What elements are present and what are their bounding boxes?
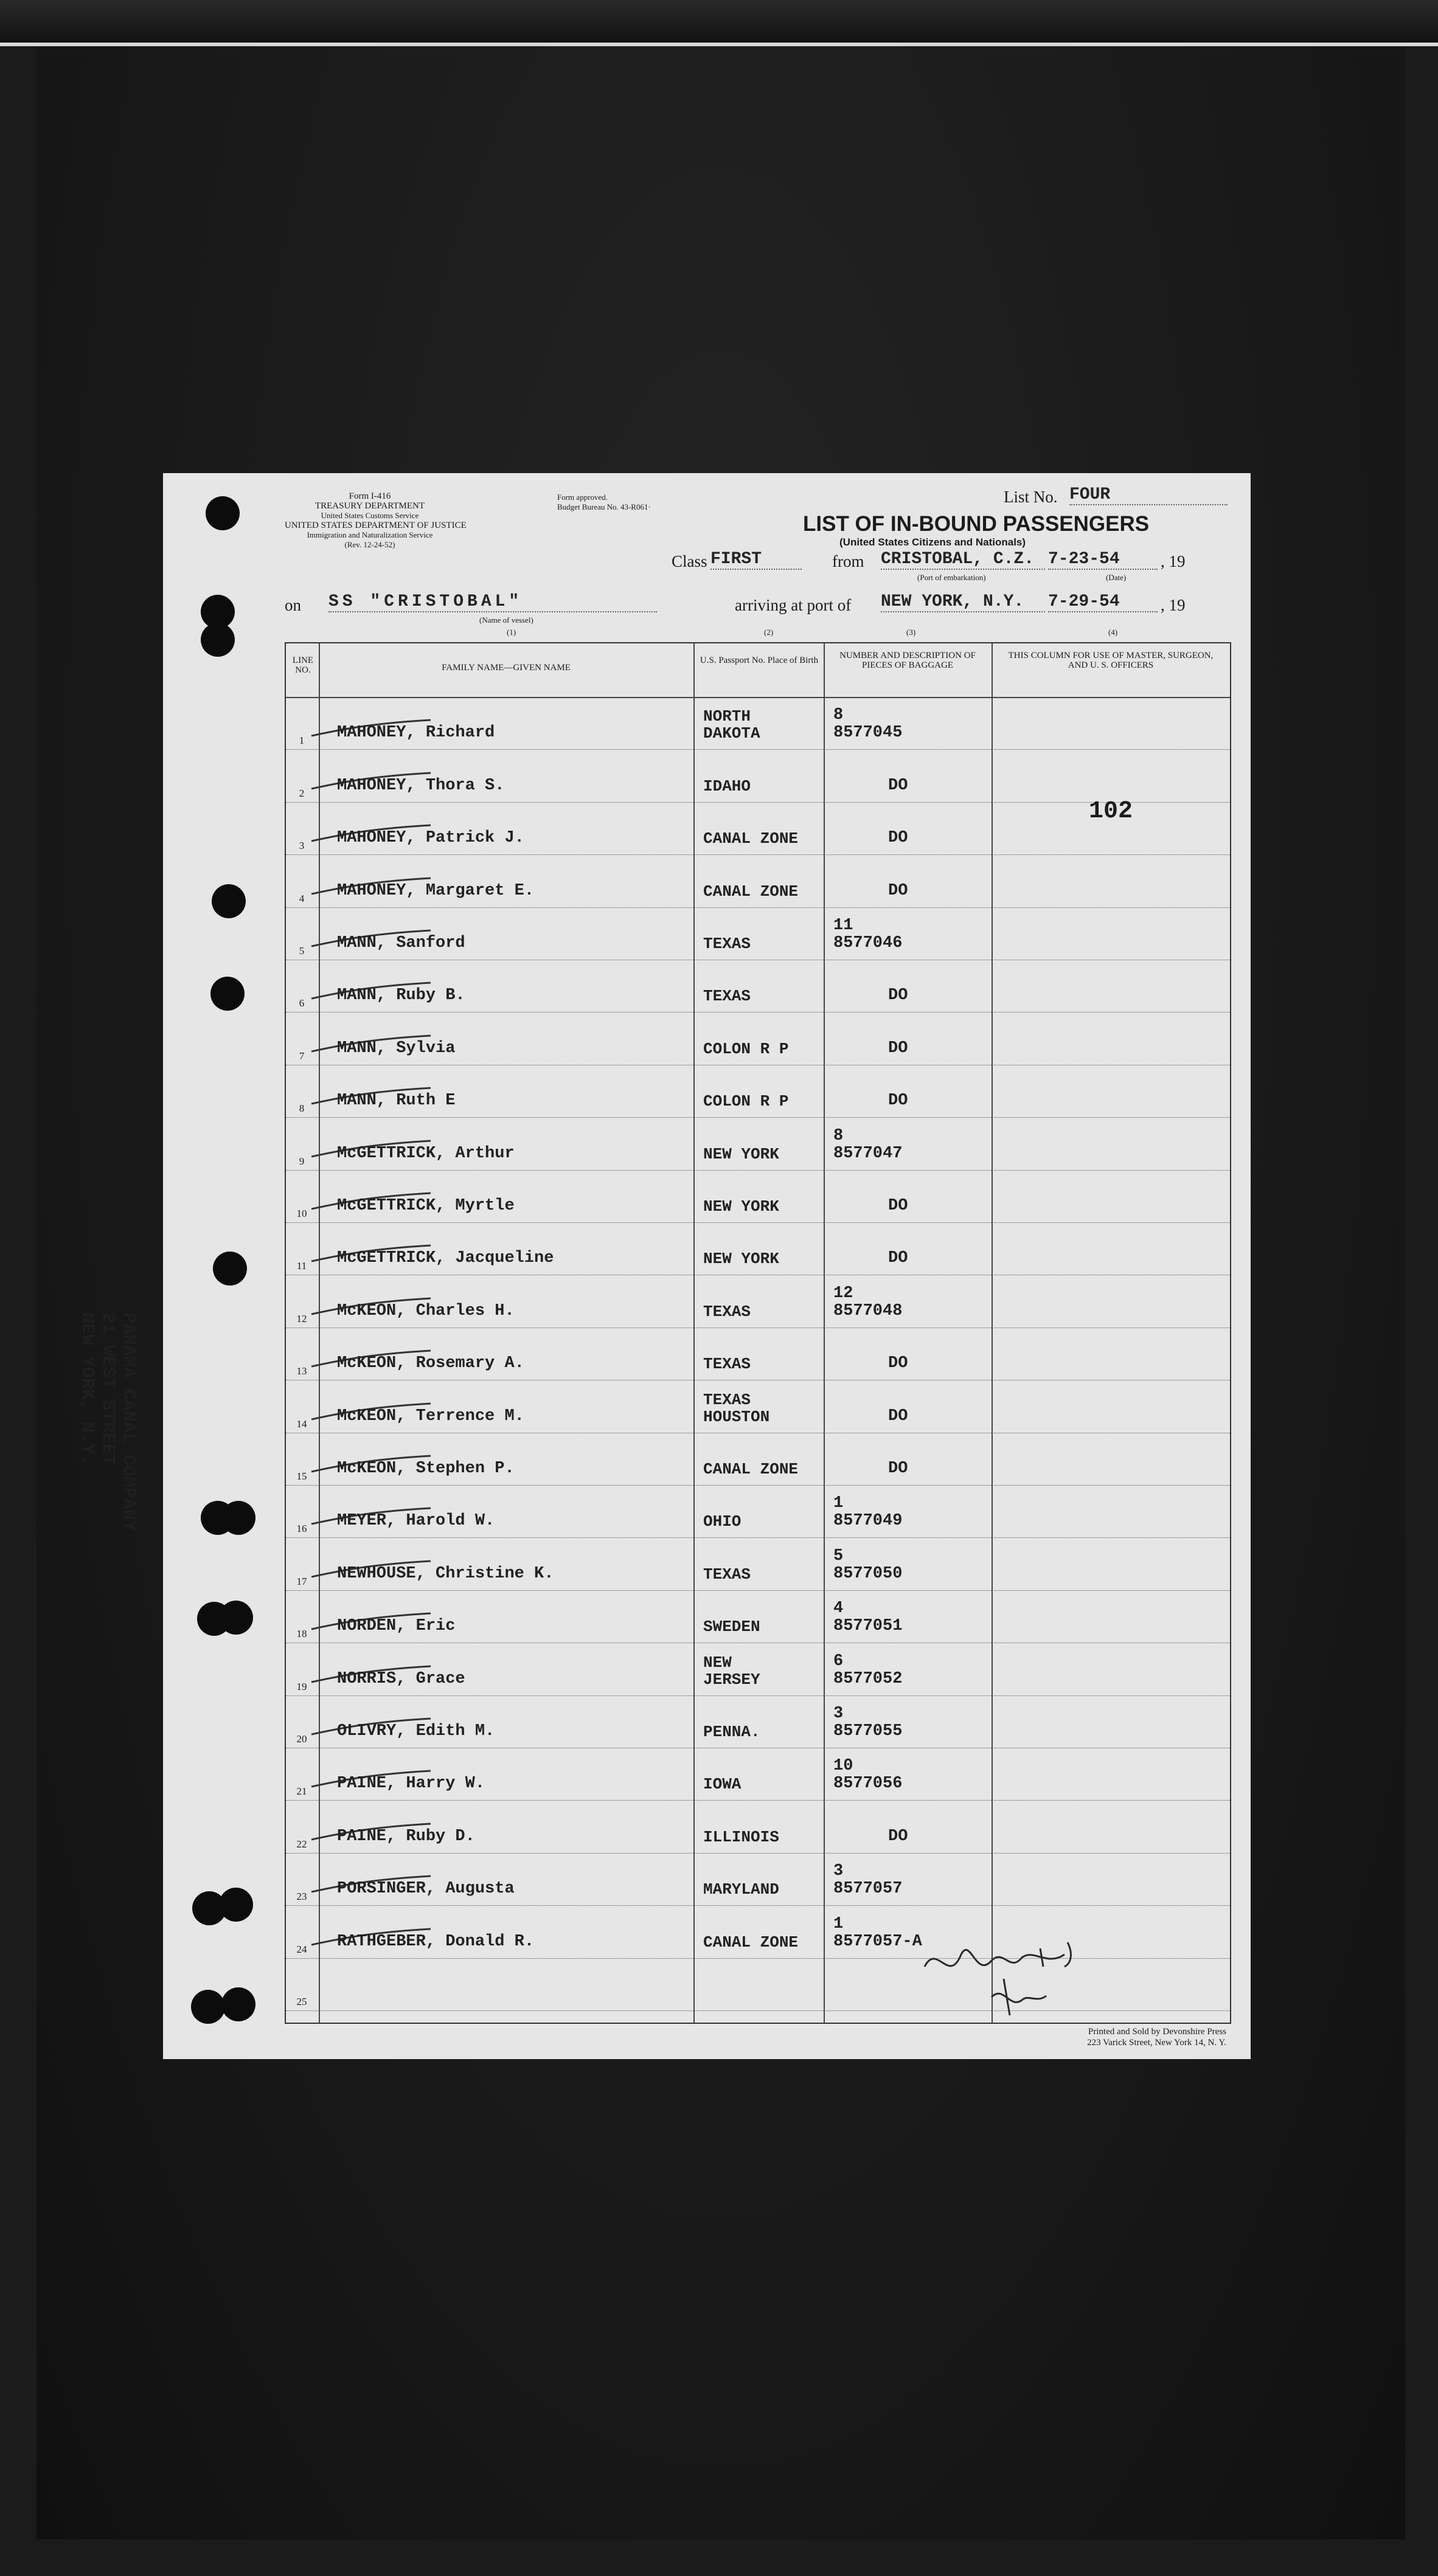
form-number: Form I-416	[349, 491, 391, 501]
line-number: 10	[296, 1207, 307, 1219]
passenger-name: McKEON, Rosemary A.	[337, 1354, 524, 1373]
table-row	[286, 1433, 1230, 1486]
arriving-label: arriving at port of	[735, 596, 852, 614]
passenger-name: NORDEN, Eric	[337, 1617, 456, 1636]
baggage-description: DO	[888, 1354, 908, 1373]
place-of-birth: SWEDEN	[703, 1618, 760, 1636]
passenger-name: OLIVRY, Edith M.	[337, 1722, 495, 1740]
passenger-name: MANN, Ruth E	[337, 1092, 456, 1110]
table-row	[286, 1328, 1230, 1380]
place-of-birth: NORTH DAKOTA	[703, 707, 760, 743]
line-number: 24	[296, 1943, 307, 1955]
place-of-birth: ILLINOIS	[703, 1827, 779, 1846]
place-of-birth: OHIO	[703, 1512, 742, 1531]
table-row	[286, 854, 1230, 907]
table-row	[286, 749, 1230, 802]
line-number: 11	[296, 1260, 307, 1272]
baggage-description: 10 8577056	[833, 1757, 903, 1793]
header-baggage: NUMBER AND DESCRIPTION OF PIECES OF BAGGAGE	[839, 651, 976, 670]
passenger-name: McGETTRICK, Myrtle	[337, 1196, 515, 1215]
line-number: 18	[296, 1628, 307, 1640]
header-officers: THIS COLUMN FOR USE OF MASTER, SURGEON, AND U. S. OFFICERS	[1008, 651, 1214, 670]
arrival-port: NEW YORK, N.Y.	[881, 592, 1045, 612]
baggage-description: DO	[888, 1827, 908, 1846]
table-row	[286, 1170, 1230, 1223]
col-num-2: (2)	[764, 628, 774, 637]
passenger-name: MAHONEY, Richard	[337, 724, 495, 743]
table-row	[286, 1800, 1230, 1853]
customs-service: United States Customs Service	[321, 511, 419, 520]
passenger-table	[285, 642, 1231, 2024]
passenger-name: PAINE, Harry W.	[337, 1774, 485, 1793]
baggage-description: DO	[888, 1459, 908, 1478]
table-row	[286, 1853, 1230, 1906]
from-label: from	[832, 552, 864, 570]
baggage-description: DO	[888, 776, 908, 795]
passenger-name: MAHONEY, Thora S.	[337, 776, 505, 795]
table-row	[286, 907, 1230, 960]
table-row	[286, 1590, 1230, 1643]
baggage-description: 3 8577057	[833, 1862, 903, 1899]
binder-hole	[212, 884, 246, 918]
treasury-dept: TREASURY DEPARTMENT	[314, 501, 425, 511]
baggage-description: DO	[888, 1407, 908, 1425]
baggage-description: 1 8577057-A	[833, 1914, 922, 1951]
table-row	[286, 1117, 1230, 1170]
page-subtitle: (United States Citizens and Nationals)	[839, 536, 1026, 548]
year-suffix-2: , 19	[1161, 596, 1186, 614]
place-of-birth: TEXAS	[703, 987, 751, 1006]
line-number: 4	[299, 892, 305, 904]
budget-bureau: Budget Bureau No. 43-R061·	[557, 502, 651, 511]
budget-block	[557, 493, 651, 512]
passenger-name: MANN, Sanford	[337, 933, 465, 952]
from-date: 7-23-54	[1048, 550, 1158, 570]
binder-hole	[213, 1252, 247, 1286]
passenger-name: RATHGEBER, Donald R.	[337, 1932, 535, 1951]
passenger-name: MANN, Sylvia	[337, 1039, 456, 1058]
baggage-description: 4 8577051	[833, 1599, 903, 1636]
passenger-name: McGETTRICK, Arthur	[337, 1144, 515, 1163]
line-number: 15	[296, 1470, 307, 1482]
officer-note: 102	[1089, 798, 1133, 825]
revision-date: (Rev. 12-24-52)	[344, 540, 395, 549]
baggage-description: DO	[888, 986, 908, 1005]
line-number: 16	[296, 1523, 307, 1535]
baggage-description: 5 8577050	[833, 1546, 903, 1583]
passenger-name: NORRIS, Grace	[337, 1669, 465, 1688]
table-row	[286, 1695, 1230, 1748]
place-of-birth: COLON R P	[703, 1039, 789, 1058]
table-row	[286, 1380, 1230, 1433]
table-row	[286, 1485, 1230, 1538]
port-embark-caption: (Port of embarkation)	[917, 573, 986, 582]
binder-hole	[191, 1990, 225, 2024]
place-of-birth: TEXAS HOUSTON	[703, 1390, 770, 1426]
place-of-birth: CANAL ZONE	[703, 1459, 799, 1478]
binder-hole	[219, 1888, 253, 1922]
place-of-birth: TEXAS	[703, 1302, 751, 1321]
baggage-description: 12 8577048	[833, 1284, 903, 1320]
page-title: LIST OF IN-BOUND PASSENGERS	[803, 512, 1150, 536]
line-number: 9	[299, 1155, 305, 1167]
scanner-edge	[0, 0, 1438, 46]
line-number: 14	[296, 1418, 307, 1430]
passenger-name: McKEON, Stephen P.	[337, 1459, 515, 1478]
line-number: 1	[299, 735, 305, 747]
baggage-description: DO	[888, 1039, 908, 1058]
table-row	[286, 1643, 1230, 1695]
class-label: Class	[672, 552, 707, 570]
binder-hole	[219, 1601, 253, 1635]
col-num-3: (3)	[906, 628, 916, 637]
place-of-birth: CANAL ZONE	[703, 1933, 799, 1951]
place-of-birth: CANAL ZONE	[703, 882, 799, 901]
passenger-name: McKEON, Terrence M.	[337, 1407, 524, 1425]
list-no-value: FOUR	[1069, 485, 1228, 505]
table-row	[286, 1222, 1230, 1275]
printer-line-1: Printed and Sold by Devonshire Press	[1088, 2027, 1226, 2037]
on-label: on	[285, 596, 301, 614]
passenger-name: MAHONEY, Patrick J.	[337, 829, 524, 848]
date-caption: (Date)	[1106, 573, 1127, 582]
arrival-date: 7-29-54	[1048, 592, 1158, 612]
stamp-line-2: 21 WEST STREET	[97, 1312, 118, 1466]
year-suffix-1: , 19	[1161, 552, 1186, 570]
baggage-description: DO	[888, 829, 908, 848]
form-header-left	[285, 491, 467, 550]
line-number: 3	[299, 840, 305, 852]
vessel-name: SS "CRISTOBAL"	[328, 592, 657, 612]
place-of-birth: MARYLAND	[703, 1880, 779, 1899]
line-number: 17	[296, 1575, 307, 1587]
line-number: 19	[296, 1680, 307, 1692]
passenger-name: PORSINGER, Augusta	[337, 1880, 515, 1899]
line-number: 5	[299, 944, 305, 957]
baggage-description: 11 8577046	[833, 916, 903, 952]
baggage-description: 3 8577055	[833, 1704, 903, 1740]
baggage-description: 8 8577047	[833, 1126, 903, 1163]
baggage-description: DO	[888, 1249, 908, 1268]
passenger-name: McGETTRICK, Jacqueline	[337, 1249, 554, 1268]
line-number: 6	[299, 997, 305, 1009]
line-number: 23	[296, 1891, 307, 1903]
baggage-description: 8 8577045	[833, 706, 903, 743]
passenger-name: PAINE, Ruby D.	[337, 1827, 475, 1846]
handwritten-signature	[919, 1930, 1119, 2021]
table-header	[286, 643, 1230, 698]
class-value: FIRST	[710, 550, 802, 570]
stamp-line-1: PANAMA CANAL COMPANY	[118, 1312, 139, 1532]
header-passport: U.S. Passport No. Place of Birth	[700, 656, 819, 665]
table-row	[286, 960, 1230, 1013]
line-number: 2	[299, 787, 305, 799]
col-num-4: (4)	[1108, 628, 1118, 637]
table-row	[286, 1065, 1230, 1118]
place-of-birth: NEW YORK	[703, 1144, 779, 1163]
binder-hole	[201, 623, 235, 657]
table-row	[286, 1012, 1230, 1065]
place-of-birth: NEW JERSEY	[703, 1653, 760, 1689]
passenger-name: MEYER, Harold W.	[337, 1512, 495, 1531]
table-row	[286, 697, 1230, 750]
table-row	[286, 1748, 1230, 1801]
justice-dept: UNITED STATES DEPARTMENT OF JUSTICE	[285, 521, 467, 530]
agent-stamp	[77, 1312, 139, 1531]
baggage-description: DO	[888, 881, 908, 900]
passenger-name: NEWHOUSE, Christine K.	[337, 1564, 554, 1583]
list-no-label: List No.	[1004, 488, 1058, 506]
place-of-birth: TEXAS	[703, 1355, 751, 1374]
line-number: 20	[296, 1733, 307, 1745]
binder-hole	[206, 496, 240, 530]
line-number: 21	[296, 1785, 307, 1798]
place-of-birth: PENNA.	[703, 1722, 760, 1741]
place-of-birth: TEXAS	[703, 934, 751, 953]
place-of-birth: TEXAS	[703, 1565, 751, 1584]
manifest-page	[77, 473, 1251, 2059]
header-line-no: LINE NO.	[292, 656, 314, 675]
line-number: 8	[299, 1103, 305, 1115]
col-num-1: (1)	[507, 628, 516, 637]
line-number: 22	[296, 1838, 307, 1850]
passenger-name: McKEON, Charles H.	[337, 1301, 515, 1320]
place-of-birth: NEW YORK	[703, 1197, 779, 1216]
form-approved: Form approved.	[557, 493, 608, 502]
place-of-birth: NEW YORK	[703, 1250, 779, 1269]
line-number: 12	[296, 1312, 307, 1324]
vessel-caption: (Name of vessel)	[479, 615, 533, 625]
printer-credit	[1087, 2026, 1226, 2048]
baggage-description: DO	[888, 1092, 908, 1110]
place-of-birth: CANAL ZONE	[703, 829, 799, 848]
stamp-line-3: NEW YORK, N.Y.	[77, 1312, 97, 1466]
place-of-birth: COLON R P	[703, 1092, 789, 1111]
ins-service: Immigration and Naturalization Service	[307, 530, 433, 539]
binder-hole	[221, 1501, 255, 1535]
table-row	[286, 1275, 1230, 1328]
place-of-birth: IDAHO	[703, 777, 751, 795]
line-number: 13	[296, 1365, 307, 1377]
baggage-description: 1 8577049	[833, 1494, 903, 1531]
printer-line-2: 223 Varick Street, New York 14, N. Y.	[1087, 2038, 1226, 2048]
place-of-birth: IOWA	[703, 1775, 742, 1794]
baggage-description: 6 8577052	[833, 1652, 903, 1688]
passenger-name: MANN, Ruby B.	[337, 986, 465, 1005]
baggage-description: DO	[888, 1196, 908, 1215]
header-name: FAMILY NAME—GIVEN NAME	[442, 663, 571, 673]
passenger-name: MAHONEY, Margaret E.	[337, 881, 535, 900]
table-row	[286, 1537, 1230, 1590]
line-number: 25	[296, 1995, 307, 2007]
binder-hole	[210, 977, 245, 1011]
line-number: 7	[299, 1050, 305, 1062]
binder-hole	[221, 1987, 255, 2021]
from-port: CRISTOBAL, C.Z.	[881, 550, 1045, 570]
